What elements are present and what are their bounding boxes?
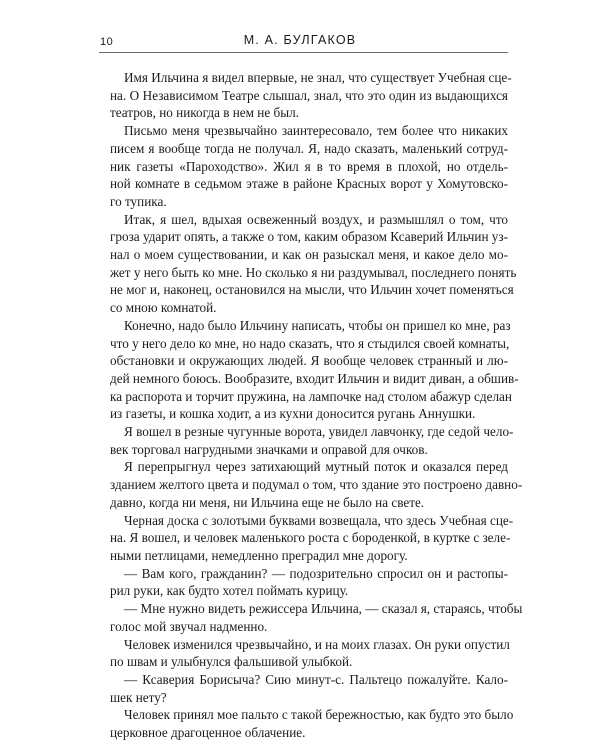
text-line: Человек принял мое пальто с такой бережностью, как будто это было <box>124 707 514 723</box>
text-line: Черная доска с золотыми буквами возвещала, что здесь Учебная сце- <box>124 512 514 528</box>
text-line: Я перепрыгнул через затихающий мутный поток и оказался перед <box>124 459 508 475</box>
paragraph <box>110 211 517 317</box>
text-line: церковное драгоценное облачение. <box>110 725 306 741</box>
page-number: 10 <box>100 36 114 48</box>
text-line: — Вам кого, гражданин? — подозрительно спросил он и растопы- <box>124 565 508 581</box>
text-line: Конечно, надо было Ильчину написать, чтобы он пришел ко мне, раз <box>124 317 511 333</box>
text-line: Письмо меня чрезвычайно заинтересовало, тем более что никаких <box>124 123 508 139</box>
page-header <box>0 0 600 60</box>
paragraph <box>110 565 508 600</box>
body-text <box>110 69 523 742</box>
text-line: дей немного боюсь. Вообразите, входит Ильчин и видит диван, а обшив- <box>110 370 519 386</box>
text-line: на. О Независимом Театре слышал, знал, что это один из выдающихся <box>110 87 508 103</box>
text-line: на. Я вошел, и человек маленького роста с бороденкой, в куртке с зеле- <box>110 530 511 546</box>
text-line: по швам и улыбнулся фальшивой улыбкой. <box>110 654 353 670</box>
running-title: М. А. БУЛГАКОВ <box>243 33 357 47</box>
text-line: нал о моем существовании, и как он разыскал меня, и какое дело мо- <box>110 247 508 263</box>
paragraph <box>110 458 523 511</box>
text-line: писем я вообще тогда не получал. Я, надо сказать, маленький сотруд- <box>110 140 508 156</box>
text-line: — Мне нужно видеть режиссера Ильчина, — сказал я, стараясь, чтобы <box>124 601 523 617</box>
text-line: ка распорота и торчит пружина, на лампочке над столом абажур сделан <box>110 388 512 404</box>
text-line: Итак, я шел, вдыхая освеженный воздух, и размышлял о том, что <box>124 211 508 227</box>
text-line: — Ксаверия Борисыча? Сию минут-с. Пальтецо пожалуйте. Кало- <box>124 671 508 687</box>
text-line: век торговал нагрудными значками и оправой для очков. <box>110 441 428 457</box>
paragraph <box>110 671 508 706</box>
paragraph <box>110 512 514 565</box>
text-line: ными петлицами, немедленно преградил мне дорогу. <box>110 547 408 563</box>
text-line: жет у него быть ко мне. Но сколько я ни раздумывал, последнего понять <box>110 264 517 280</box>
text-line: Человек изменился чрезвычайно, и на моих глазах. Он руки опустил <box>124 636 510 652</box>
text-line: Я вошел в резные чугунные ворота, увидел лавчонку, где седой чело- <box>124 424 514 440</box>
text-line: обстановки и окружающих людей. Я вообще человек странный и лю- <box>110 353 508 369</box>
text-line: рил руки, как будто хотел поймать курицу. <box>110 583 349 599</box>
text-line: ной комнате в седьмом этаже в районе Красных ворот у Хомутовско- <box>110 176 508 192</box>
text-line: театров, но никогда в нем не был. <box>110 105 299 121</box>
text-line: из газеты, и кошка ходит, а из кухни доносится ругань Аннушки. <box>110 406 476 422</box>
text-line: что у него дело ко мне, но надо сказать, что я стыдился своей комнаты, <box>110 335 510 351</box>
paragraph <box>110 317 519 423</box>
header-rule <box>99 52 508 53</box>
text-line: давно, когда ни меня, ни Ильчина еще не было на свете. <box>110 494 425 510</box>
paragraph <box>110 636 508 671</box>
text-line: шек нету? <box>110 689 167 705</box>
paragraph <box>110 69 512 122</box>
paragraph <box>110 600 523 635</box>
paragraph <box>110 423 514 458</box>
text-line: не мог и, наконец, остановился на мысли, что Ильчин хочет поменяться <box>110 282 514 298</box>
text-line: со мною комнатой. <box>110 300 217 316</box>
text-line: гроза ударит опять, а также о том, каким образом Ксаверий Ильчин уз- <box>110 229 508 245</box>
text-line: зданием желтого цвета и подумал о том, что здание это построено давно- <box>110 477 523 493</box>
text-line: го тупика. <box>110 193 167 209</box>
text-line: Имя Ильчина я видел впервые, не знал, что существует Учебная сце- <box>124 70 512 85</box>
text-line: голос мой звучал надменно. <box>110 618 268 634</box>
text-line: ник газеты «Пароходство». Жил я в то время в плохой, но отдель- <box>110 158 508 174</box>
paragraph <box>110 706 514 741</box>
paragraph <box>110 122 508 211</box>
